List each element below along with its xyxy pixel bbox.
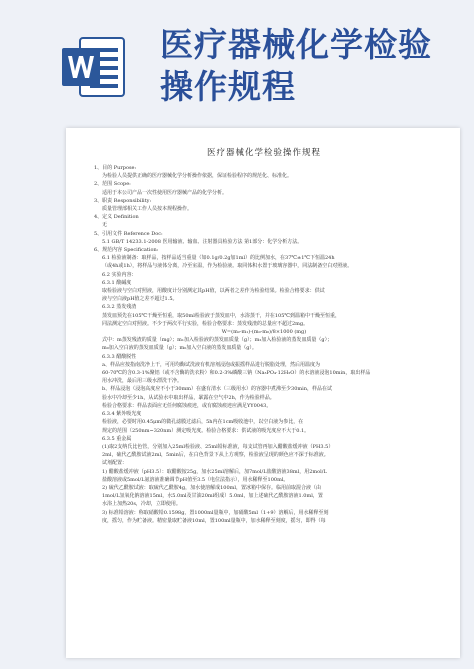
document-text (94, 164, 434, 525)
document-line: （或4h或1h），将样品与液体分离，冷至室温，作为检验液。取同体积水置于玻璃容器中，同法制备空白对照液。 (102, 263, 353, 270)
document-line: 1) 醋酸盐缓冲液（pH3.5）：取醋酸铵25g，加水25ml溶解后，加7mol/L盐酸溶液38ml，用2mol/L (102, 468, 327, 475)
document-line: 5.1 GB/T 14233.1-2008 医用输液、输血、注射器具检验方法 第1部分：化学分析方法。 (102, 238, 303, 245)
document-line: W=(m₂-m₁)-(m₀-m₀)/8×1000 (mg) (221, 329, 307, 336)
document-line: 6.1 检验液制备：取样品，按样品适当重量（如0.1g/0.2g加1ml）的比例加水，在37℃±1℃下恒温24h (102, 255, 335, 262)
document-line: 1mol/L氢氧化钠溶液15ml，水5.0ml及甘油20ml组成）5.0ml，加上述硫代乙酰胺溶液1.0ml，置 (102, 493, 323, 500)
document-line: 验水中冷却至少1h，从试验水中取出样品，暴露在空气中2h，作为检验样品。 (102, 394, 275, 401)
document-line: b、样品浸泡（浸泡高度应不小于30mm）在盛有清水（三级用水）的容器中煮沸至少30min，样品在试 (102, 386, 332, 393)
document-line: 为检验人员提供正确的医疗器械化学分析操作依据，保证检验程序的规范化、标准化。 (102, 173, 293, 180)
document-line: 2) 硫代乙酰胺试液：取硫代乙酰胺4g，加水使溶解成100ml，置冰箱中保存。临用前取混合液（由 (102, 484, 321, 491)
document-line: 液与空白液pH值之差不超过1.5。 (102, 296, 178, 303)
header-banner (0, 0, 474, 118)
banner-title (160, 24, 460, 108)
document-line: 6、规范内容 Specification: (94, 247, 159, 254)
document-body (94, 146, 434, 525)
document-line: 度，摇匀，作为贮备液。精密量取贮备液10ml，置100ml量瓶中，加水稀释至刻度，摇匀，即得（每 (102, 517, 326, 524)
document-line: 3) 标准铅溶液：称取硝酸铅0.1598g，置1000ml量瓶中，加硝酸5ml（1+9）溶解后，用水稀释至刻 (102, 509, 329, 516)
document-line: (1)取2支纳氏比色管，分别加入25ml检验液、25ml铅标准液，每支试管再加入醋酸盐缓冲液（PH3.5） (102, 443, 334, 450)
document-line: 6.3.5 重金属 (102, 435, 132, 442)
document-line: 适用于本公司产品一次性使用医疗器械产品的化学分析。 (102, 189, 228, 196)
document-line: 4、定义 Definition (94, 214, 139, 221)
document-line: 5、引用文件 Reference Doc: (94, 230, 163, 237)
document-line: 试剂配置： (102, 460, 128, 467)
document-line: 2、范围 Scope: (94, 181, 131, 188)
document-line: 60-70℃的含0.3-1%聚铝（或不含酶的洗衣粉）和0.2-3%磷酸三钠（Na₃PO₄·12H₂O）的水溶液浸泡10min，取出样品 (102, 370, 371, 377)
document-page (66, 128, 460, 658)
document-line: 规定的范围（250nm~320nm）测定吸光度。检验合格要求：供试液的吸光度应不大于0.1。 (102, 427, 310, 434)
document-line: 6.3.4 紫外吸光度 (102, 411, 142, 418)
document-line: 同法测定空白对照液。不少于两次平行实验，检验合格要求：蒸发残渣的总量应不超过2mg。 (102, 320, 309, 327)
document-line: 1、目的 Purpose: (94, 165, 137, 171)
document-line: 6.3.1 酸碱度 (102, 279, 132, 286)
document-line: 用水冲洗，最后用三级水漂洗干净。 (102, 378, 183, 385)
word-document-icon (60, 34, 126, 100)
document-line: 蒸发皿预先在105℃干燥至恒重，取50ml检验液于蒸发皿中，水浴蒸干，并在105℃到温箱中干燥至恒重， (102, 312, 340, 319)
document-line: 质量管理部相关工作人员按本规程操作。 (102, 206, 193, 213)
document-line: 式中：m蒸发残渣的质量（mg）；m₁加入检验液的蒸发皿质量（g）；m₂加入检验液的蒸发皿质量（g）； (102, 337, 333, 344)
document-line: 6.3.3 醋酸脱性 (102, 353, 137, 360)
document-line: 检验合格要求：样品表面应无任何腐蚀痕迹，或有腐蚀痕迹应满足YY0043。 (102, 402, 272, 409)
document-line: 3、职责 Responsibility: (94, 197, 152, 204)
document-line: 盐酸溶液或5mol/L氨溶液准确调节pH值至3.5（电位法指示），用水稀释至100ml。 (102, 476, 289, 483)
banner-title-line2: 操作规程 (160, 67, 296, 106)
document-line: m₀加入空白液的蒸发皿质量（g）；m₀加入空白液的蒸发皿质量（g）。 (102, 345, 257, 352)
document-title: 医疗器械化学检验操作规程 (206, 148, 321, 158)
document-line: 无 (102, 222, 108, 229)
document-line: 水浴上加热20s，冷却，立即使用。 (102, 501, 181, 508)
document-line: 2ml，硫代乙酰胺试液2ml，5min后，在白色背景下从上方观察，检验液呈现的颜色应不深于标准液。 (102, 452, 329, 459)
document-line: 6.2 实验内容： (102, 271, 137, 278)
document-line: a、样品应按指南洗净上干，可用均酶试洗液有机溶剂浸泡或振摇样品进行脱脂处理，然后用温度为 (102, 361, 320, 368)
document-line: 取检验液与空白对照液，用酸度计分别测定其pH值，以两者之差作为检验结果。检验合格要求：供试 (102, 288, 325, 295)
document-line: 6.3.2 蒸发残渣 (102, 304, 137, 311)
document-line: 检验液，必要时用0.45μm的微孔滤膜过滤后，5h内在1cm吸收池中，以空白液为参比，在 (102, 419, 304, 426)
banner-title-line1: 医疗器械化学检验 (160, 25, 432, 64)
